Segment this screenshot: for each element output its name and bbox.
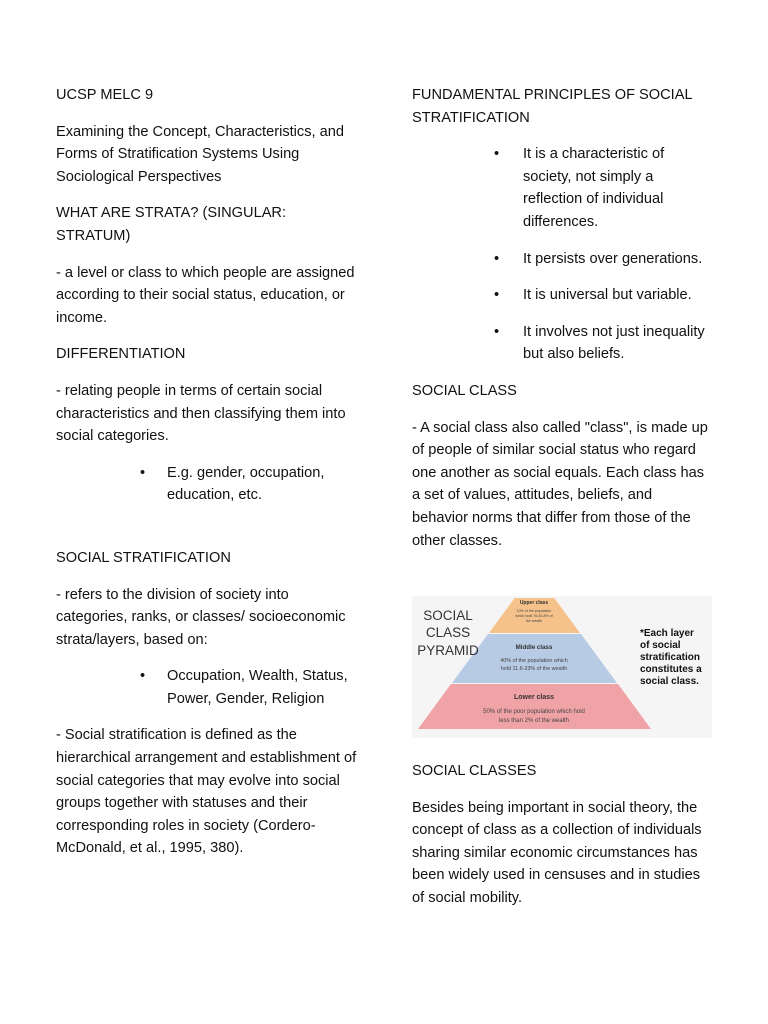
lower-class-label: Lower class bbox=[513, 694, 555, 702]
pyramid-title bbox=[417, 608, 479, 658]
social-classes-heading: SOCIAL CLASSES bbox=[412, 763, 537, 780]
pyramid-note-line: *Each layer bbox=[640, 628, 694, 640]
principle-text: It involves not just inequality but also beliefs. bbox=[523, 323, 705, 363]
pyramid-note-line: of social bbox=[640, 640, 681, 652]
bullet-item bbox=[140, 462, 358, 507]
pyramid-note-line: stratification bbox=[640, 652, 701, 664]
social-class-pyramid-figure bbox=[412, 596, 712, 738]
bullet-item bbox=[140, 665, 358, 710]
pyramid-note-line: social class. bbox=[640, 676, 699, 688]
differentiation-definition: - relating people in terms of certain social characteristics and then classifying them into social categories. bbox=[56, 382, 346, 445]
pyramid-note-line: constitutes a bbox=[640, 664, 702, 676]
middle-class-label: Middle class bbox=[515, 644, 553, 652]
stratification-heading: SOCIAL STRATIFICATION bbox=[56, 549, 231, 566]
upper-class-desc: which hold 76-81.8% of bbox=[515, 614, 553, 619]
principles-heading: FUNDAMENTAL PRINCIPLES OF SOCIAL STRATIFICATION bbox=[412, 87, 693, 126]
left-column bbox=[56, 84, 358, 874]
bullet-dot-icon: • bbox=[140, 668, 146, 685]
stratification-definition: - refers to the division of society into categories, ranks, or classes/ socioeconomic strata/layers, based on: bbox=[56, 586, 346, 648]
bullet-dot-icon: • bbox=[494, 146, 500, 163]
differentiation-bullets bbox=[56, 462, 358, 507]
principle-item bbox=[494, 321, 712, 366]
differentiation-heading: DIFFERENTIATION bbox=[56, 346, 186, 363]
principle-item bbox=[494, 143, 712, 233]
stratification-bullets bbox=[56, 665, 358, 710]
principle-item bbox=[494, 284, 712, 307]
pyramid-svg bbox=[412, 596, 712, 738]
bullet-dot-icon: • bbox=[494, 250, 500, 267]
lower-class-desc: 50% of the poor population which hold bbox=[483, 709, 585, 716]
upper-class-desc: the wealth bbox=[525, 619, 543, 624]
bullet-dot-icon: • bbox=[140, 464, 146, 481]
strata-definition: - a level or class to which people are assigned according to their social status, education, or income. bbox=[56, 264, 355, 326]
principle-text: It is a characteristic of society, not simply a reflection of individual differences. bbox=[523, 146, 665, 230]
pyramid-title-line: PYRAMID bbox=[417, 643, 479, 659]
lower-class-desc: less than 2% of the wealth bbox=[498, 718, 570, 725]
bullet-text: E.g. gender, occupation, education, etc. bbox=[167, 464, 325, 504]
stratification-definition-2: - Social stratification is defined as the hierarchical arrangement and establishment of social categories that may evolve into social groups together with statuses and their corresponding roles in society (Cordero-McDonald, et al., 1995, 380). bbox=[56, 727, 357, 857]
strata-heading: WHAT ARE STRATA? (SINGULAR: STRATUM) bbox=[56, 205, 287, 244]
bullet-dot-icon: • bbox=[494, 287, 500, 304]
pyramid-title-line: SOCIAL bbox=[423, 608, 473, 624]
pyramid-note bbox=[640, 628, 702, 687]
middle-class-desc: 40% of the population which bbox=[500, 658, 568, 665]
principles-list bbox=[412, 143, 712, 366]
upper-class-label: Upper class bbox=[519, 600, 549, 607]
principle-text: It persists over generations. bbox=[523, 250, 703, 267]
social-class-heading: SOCIAL CLASS bbox=[412, 382, 517, 399]
social-classes-definition: Besides being important in social theory, the concept of class as a collection of individuals sharing similar economic circumstances has been widely used in censuses and in studies of social mobility. bbox=[412, 799, 702, 907]
principle-text: It is universal but variable. bbox=[523, 287, 692, 304]
bullet-dot-icon: • bbox=[494, 323, 500, 340]
middle-class-desc: hold 11.6-23% of the wealth bbox=[500, 666, 568, 673]
bullet-text: Occupation, Wealth, Status, Power, Gender, Religion bbox=[167, 668, 348, 707]
social-class-definition: - A social class also called "class", is made up of people of similar social status who regard one another as social equals. Each class has a set of values, attitudes, beliefs, and behavior norms that differ from those of the other classes. bbox=[412, 419, 708, 549]
pyramid-title-line: CLASS bbox=[425, 625, 471, 641]
principle-item bbox=[494, 248, 712, 271]
doc-subtitle: Examining the Concept, Characteristics, and Forms of Stratification Systems Using Sociological Perspectives bbox=[56, 123, 344, 185]
upper-class-desc: 10% of the population bbox=[516, 609, 552, 614]
doc-header: UCSP MELC 9 bbox=[56, 87, 154, 103]
right-column bbox=[412, 84, 712, 924]
